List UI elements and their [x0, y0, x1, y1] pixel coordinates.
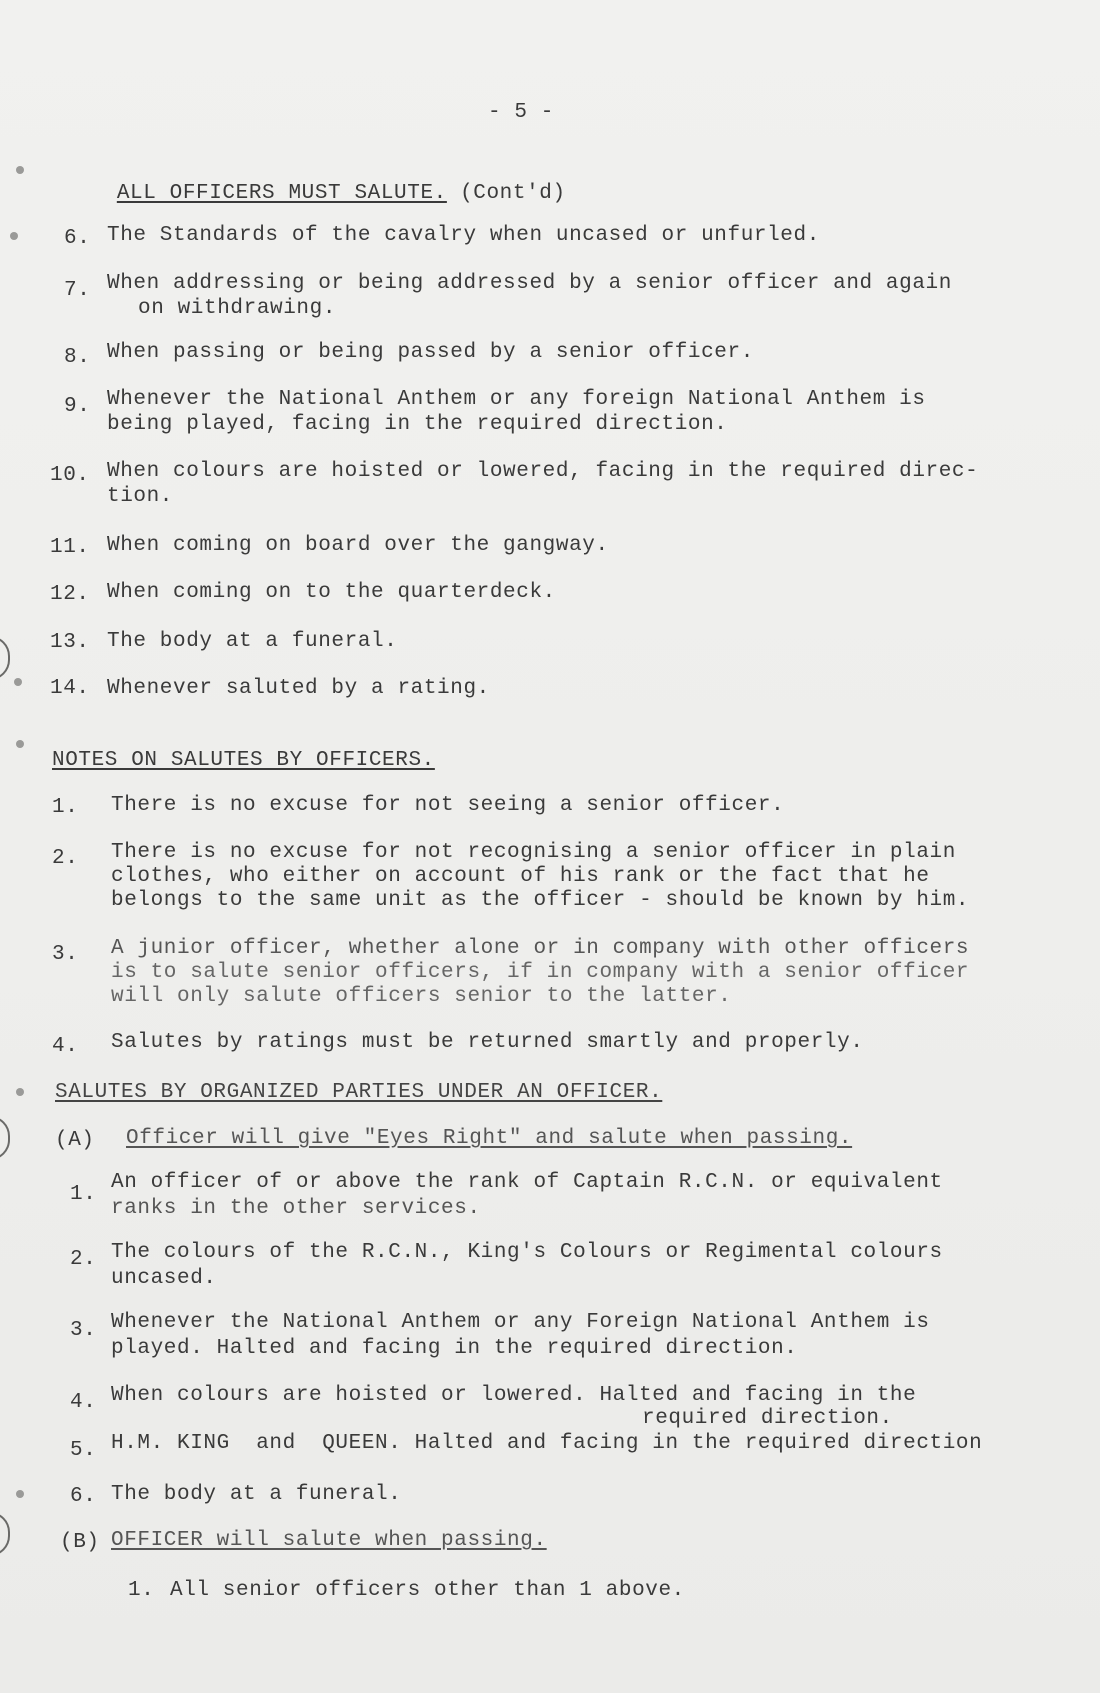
punch-hole — [16, 1490, 24, 1498]
item-line: When coming on board over the gangway. — [107, 534, 609, 557]
a-item-number: 5. — [70, 1439, 97, 1462]
note-line: A junior officer, whether alone or in company with other officers — [111, 937, 970, 960]
b-item-line: All senior officers other than 1 above. — [170, 1579, 685, 1602]
item-number: 7. — [64, 279, 91, 302]
note-line: There is no excuse for not recognising a senior officer in plain — [111, 841, 956, 864]
punch-hole — [16, 166, 24, 174]
item-line: Whenever the National Anthem or any foreign National Anthem is — [107, 388, 926, 411]
binding-arc — [0, 1512, 10, 1556]
item-number: 13. — [50, 631, 90, 654]
note-line: Salutes by ratings must be returned smartly and properly. — [111, 1031, 864, 1054]
item-line: on withdrawing. — [138, 297, 337, 320]
a-item-number: 6. — [70, 1485, 97, 1508]
item-line: When coming on to the quarterdeck. — [107, 581, 556, 604]
a-item-line: H.M. KING and QUEEN. Halted and facing in the required direction — [111, 1432, 983, 1455]
binding-arc — [0, 1116, 10, 1160]
item-line: The body at a funeral. — [107, 630, 398, 653]
a-item-line: The body at a funeral. — [111, 1483, 402, 1506]
item-number: 9. — [64, 395, 91, 418]
note-line: belongs to the same unit as the officer - should be known by him. — [111, 889, 970, 912]
section-a-label: (A) — [55, 1129, 95, 1152]
b-item-number: 1. — [128, 1579, 155, 1602]
notes-heading: NOTES ON SALUTES BY OFFICERS. — [52, 749, 435, 772]
a-item-number: 2. — [70, 1248, 97, 1271]
page-number: - 5 - — [488, 101, 555, 124]
note-line: is to salute senior officers, if in company with a senior officer — [111, 961, 970, 984]
heading-title: ALL OFFICERS MUST SALUTE. — [116, 182, 447, 205]
section-b-title: OFFICER will salute when passing. — [111, 1529, 547, 1552]
a-item-number: 1. — [70, 1183, 97, 1206]
section-b-label: (B) — [60, 1531, 100, 1554]
punch-hole — [10, 232, 18, 240]
a-item-line: An officer of or above the rank of Captain R.C.N. or equivalent — [111, 1171, 943, 1194]
item-line: tion. — [107, 485, 174, 508]
item-line: The Standards of the cavalry when uncased or unfurled. — [107, 224, 820, 247]
note-line: clothes, who either on account of his rank or the fact that he — [111, 865, 930, 888]
item-number: 12. — [50, 583, 90, 606]
note-line: will only salute officers senior to the latter. — [111, 985, 732, 1008]
punch-hole — [16, 740, 24, 748]
section-a-title: Officer will give "Eyes Right" and salute when passing. — [126, 1127, 853, 1150]
note-line: There is no excuse for not seeing a senior officer. — [111, 794, 785, 817]
a-item-line: ranks in the other services. — [111, 1197, 481, 1220]
heading-contd: (Cont'd) — [460, 182, 566, 205]
a-item-line: The colours of the R.C.N., King's Colours or Regimental colours — [111, 1241, 943, 1264]
a-item-line: required direction. — [642, 1407, 893, 1430]
item-line: When passing or being passed by a senior officer. — [107, 341, 754, 364]
a-item-line: When colours are hoisted or lowered. Halted and facing in the — [111, 1384, 917, 1407]
punch-hole — [14, 678, 22, 686]
a-item-line: Whenever the National Anthem or any Foreign National Anthem is — [111, 1311, 930, 1334]
item-number: 11. — [50, 536, 90, 559]
item-line: being played, facing in the required direction. — [107, 413, 728, 436]
a-item-line: uncased. — [111, 1267, 217, 1290]
note-number: 1. — [52, 796, 79, 819]
a-item-number: 3. — [70, 1319, 97, 1342]
a-item-line: played. Halted and facing in the required direction. — [111, 1337, 798, 1360]
a-item-number: 4. — [70, 1391, 97, 1414]
item-number: 8. — [64, 346, 91, 369]
item-line: When addressing or being addressed by a senior officer and again — [107, 272, 952, 295]
item-number: 14. — [50, 677, 90, 700]
parties-heading: SALUTES BY ORGANIZED PARTIES UNDER AN OFFICER. — [55, 1081, 663, 1104]
item-line: Whenever saluted by a rating. — [107, 677, 490, 700]
page-heading — [64, 155, 566, 233]
binding-arc — [0, 636, 10, 680]
item-number: 6. — [64, 227, 91, 250]
punch-hole — [16, 1088, 24, 1096]
item-line: When colours are hoisted or lowered, facing in the required direc- — [107, 460, 979, 483]
note-number: 2. — [52, 847, 79, 870]
item-number: 10. — [50, 464, 90, 487]
note-number: 4. — [52, 1035, 79, 1058]
note-number: 3. — [52, 943, 79, 966]
